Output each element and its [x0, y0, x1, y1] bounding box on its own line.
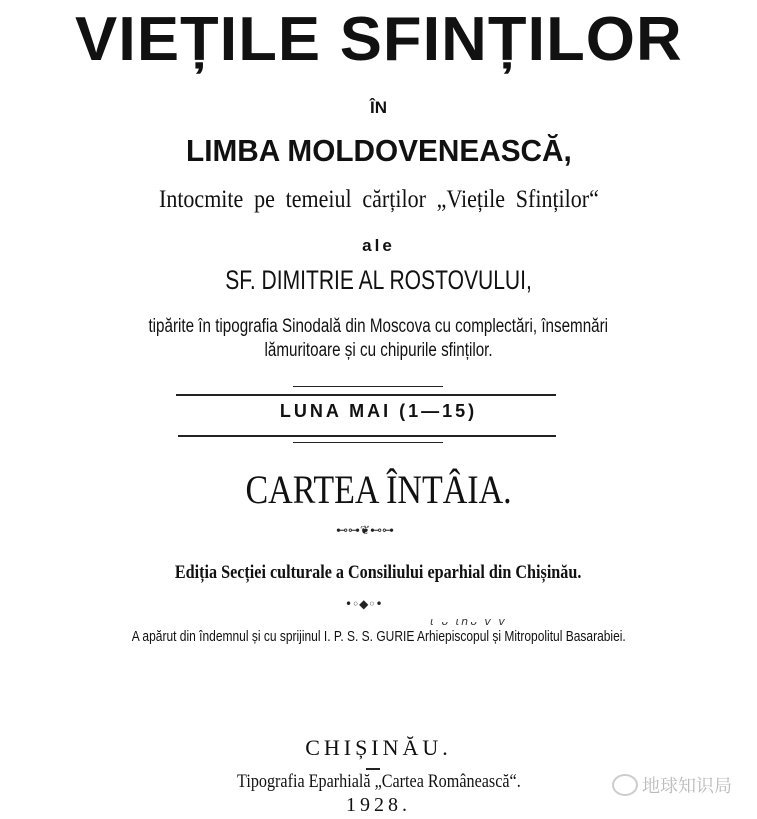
- year: 1928.: [346, 794, 411, 816]
- printed-description-line2: lămuritoare și cu chipurile sfinților.: [264, 340, 493, 361]
- city: CHIȘINĂU.: [305, 735, 452, 760]
- volume-title: CARTEA ÎNTÂIA.: [245, 467, 512, 512]
- subtitle-intocmite: Intocmite pe temeiul cărților „Viețile Sfinților“: [158, 186, 599, 213]
- word-ale: ale: [362, 236, 395, 255]
- chat-bubble-icon: [612, 774, 638, 796]
- month-range: LUNA MAI (1—15): [279, 401, 478, 421]
- printed-description-line1: tipărite în tipografia Sinodală din Moscova cu complectări, însemnări: [148, 316, 609, 337]
- watermark: [612, 772, 732, 798]
- edition-line: Ediția Secției culturale a Consiliului eparhial din Chișinău.: [175, 562, 582, 583]
- city-dash: [366, 768, 380, 770]
- divider-long-bottom: [178, 435, 556, 437]
- watermark-text: 地球知识局: [642, 776, 732, 797]
- ornament-icon: ⊷⊶❦⊷⊶: [336, 523, 395, 537]
- language-heading: LIMBA MOLDOVENEASCĂ,: [185, 133, 572, 168]
- divider-long-top: [176, 394, 556, 396]
- author-name: SF. DIMITRIE AL ROSTOVULUI,: [225, 265, 532, 295]
- ornament-icon: •◦◆◦•: [345, 597, 383, 611]
- printer-line: Tipografia Eparhială „Cartea Românească“.: [236, 771, 521, 792]
- handwritten-note: ι ᴗ ιnᴗ v v: [430, 615, 507, 628]
- divider-short-top: [293, 386, 443, 387]
- divider-short-bottom: [293, 442, 443, 443]
- preposition-in: ÎN: [370, 98, 387, 117]
- book-title: VIEȚILE SFINȚILOR: [74, 5, 683, 74]
- support-line: A apărut din îndemnul și cu sprijinul I. P. S. S. GURIE Arhiepiscopul și Mitropolitul Basarabiei.: [131, 628, 626, 645]
